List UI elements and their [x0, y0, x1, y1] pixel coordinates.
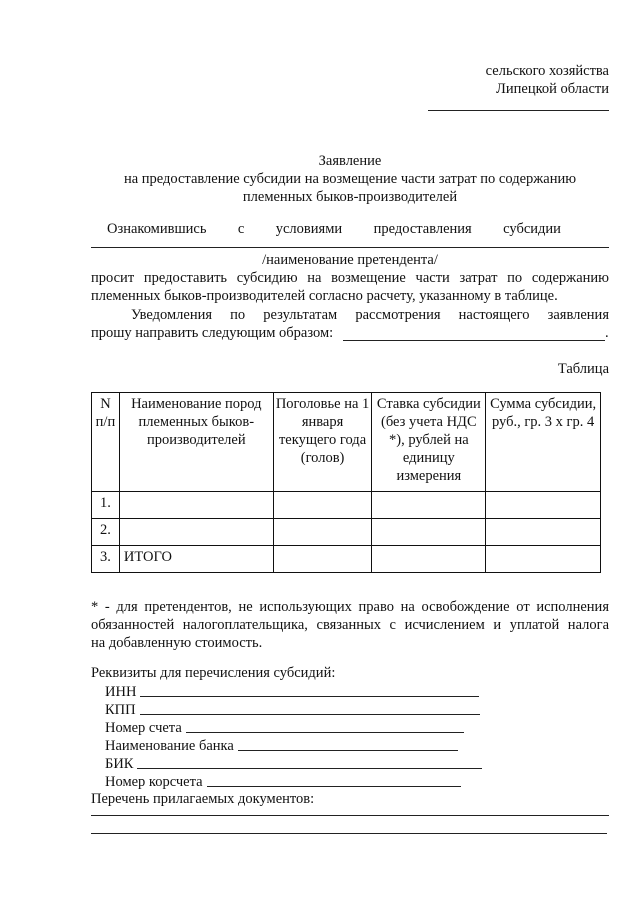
requisite-kpp-field[interactable]: [140, 714, 480, 715]
row-count-cell: [273, 492, 372, 519]
documents-line-2[interactable]: [91, 833, 607, 834]
table-header-row: [92, 393, 601, 492]
requisite-kpp-label: КПП: [105, 702, 136, 718]
table-row: [92, 492, 601, 519]
requisite-account: [105, 718, 464, 737]
request-line-1: просит предоставить субсидию на возмещение части затрат по содержанию: [91, 270, 609, 286]
row-number: 3.: [92, 546, 120, 573]
row-number: 2.: [92, 519, 120, 546]
requisite-account-field[interactable]: [186, 732, 464, 733]
row-sum-cell: [486, 519, 601, 546]
table-row-total: [92, 546, 601, 573]
row-sum-cell: [486, 546, 601, 573]
addressee-line-1: сельского хозяйства: [485, 63, 609, 79]
header-number: N п/п: [92, 393, 120, 492]
document-subtitle-line-1: на предоставление субсидии на возмещение части затрат по содержанию: [123, 171, 577, 187]
requisites-heading: Реквизиты для перечисления субсидий:: [91, 665, 336, 681]
requisite-inn-label: ИНН: [105, 684, 137, 700]
notice-line-1: Уведомления по результатам рассмотрения настоящего заявления: [131, 307, 609, 323]
table-caption: Таблица: [557, 361, 609, 377]
row-breed-cell: [119, 492, 273, 519]
request-line-2: племенных быков-производителей согласно расчету, указанному в таблице.: [91, 288, 558, 304]
footnote-line-3: на добавленную стоимость.: [91, 635, 263, 651]
addressee-line-2: Липецкой области: [496, 81, 609, 97]
addressee-signature-line: [428, 110, 609, 111]
applicant-name-line: [91, 247, 609, 248]
requisite-bik: [105, 754, 482, 773]
requisite-bank-field[interactable]: [238, 750, 458, 751]
documents-line-1[interactable]: [91, 815, 609, 816]
requisite-bank-label: Наименование банка: [105, 738, 234, 754]
requisite-corr-account: [105, 772, 461, 791]
notice-method-line: [343, 340, 605, 341]
row-rate-cell: [372, 492, 486, 519]
footnote-line-2: обязанностей налогоплательщика, связанных с исчислением и уплатой налога: [91, 617, 609, 633]
header-breed-name: Наименование пород племенных быков-производителей: [119, 393, 273, 492]
row-count-cell: [273, 519, 372, 546]
header-subsidy-rate: Ставка субсидии (без учета НДС *), рублей на единицу измерения: [372, 393, 486, 492]
header-livestock-count: Поголовье на 1 января текущего года (голов): [273, 393, 372, 492]
documents-heading: Перечень прилагаемых документов:: [91, 791, 315, 807]
row-breed-cell: [119, 519, 273, 546]
intro-word-3: условиями: [275, 221, 343, 237]
row-rate-cell: [372, 519, 486, 546]
row-count-cell: [273, 546, 372, 573]
applicant-caption: /наименование претендента/: [262, 252, 438, 268]
notice-end-period: .: [605, 325, 609, 341]
requisite-account-label: Номер счета: [105, 720, 182, 736]
subsidy-table: [91, 392, 601, 573]
requisite-inn: [105, 682, 479, 701]
row-rate-cell: [372, 546, 486, 573]
row-sum-cell: [486, 492, 601, 519]
intro-word-4: предоставления: [373, 221, 472, 237]
header-subsidy-sum: Сумма субсидии, руб., гр. 3 х гр. 4: [486, 393, 601, 492]
intro-word-5: субсидии: [503, 221, 561, 237]
footnote-line-1: * - для претендентов, не использующих право на освобождение от исполнения: [91, 599, 609, 615]
requisite-corr-account-label: Номер корсчета: [105, 774, 203, 790]
requisite-bik-label: БИК: [105, 756, 134, 772]
row-number: 1.: [92, 492, 120, 519]
intro-first-line: [107, 220, 561, 238]
requisite-kpp: [105, 700, 480, 719]
table-row: [92, 519, 601, 546]
intro-word-1: Ознакомившись: [107, 221, 207, 237]
notice-line-2: прошу направить следующим образом:: [91, 325, 334, 341]
requisite-corr-account-field[interactable]: [207, 786, 461, 787]
requisite-bik-field[interactable]: [137, 768, 482, 769]
row-breed-cell: ИТОГО: [119, 546, 273, 573]
intro-word-2: с: [237, 221, 245, 237]
requisite-bank: [105, 736, 458, 755]
requisite-inn-field[interactable]: [140, 696, 479, 697]
document-subtitle-line-2: племенных быков-производителей: [242, 189, 458, 205]
document-title: Заявление: [318, 153, 382, 169]
